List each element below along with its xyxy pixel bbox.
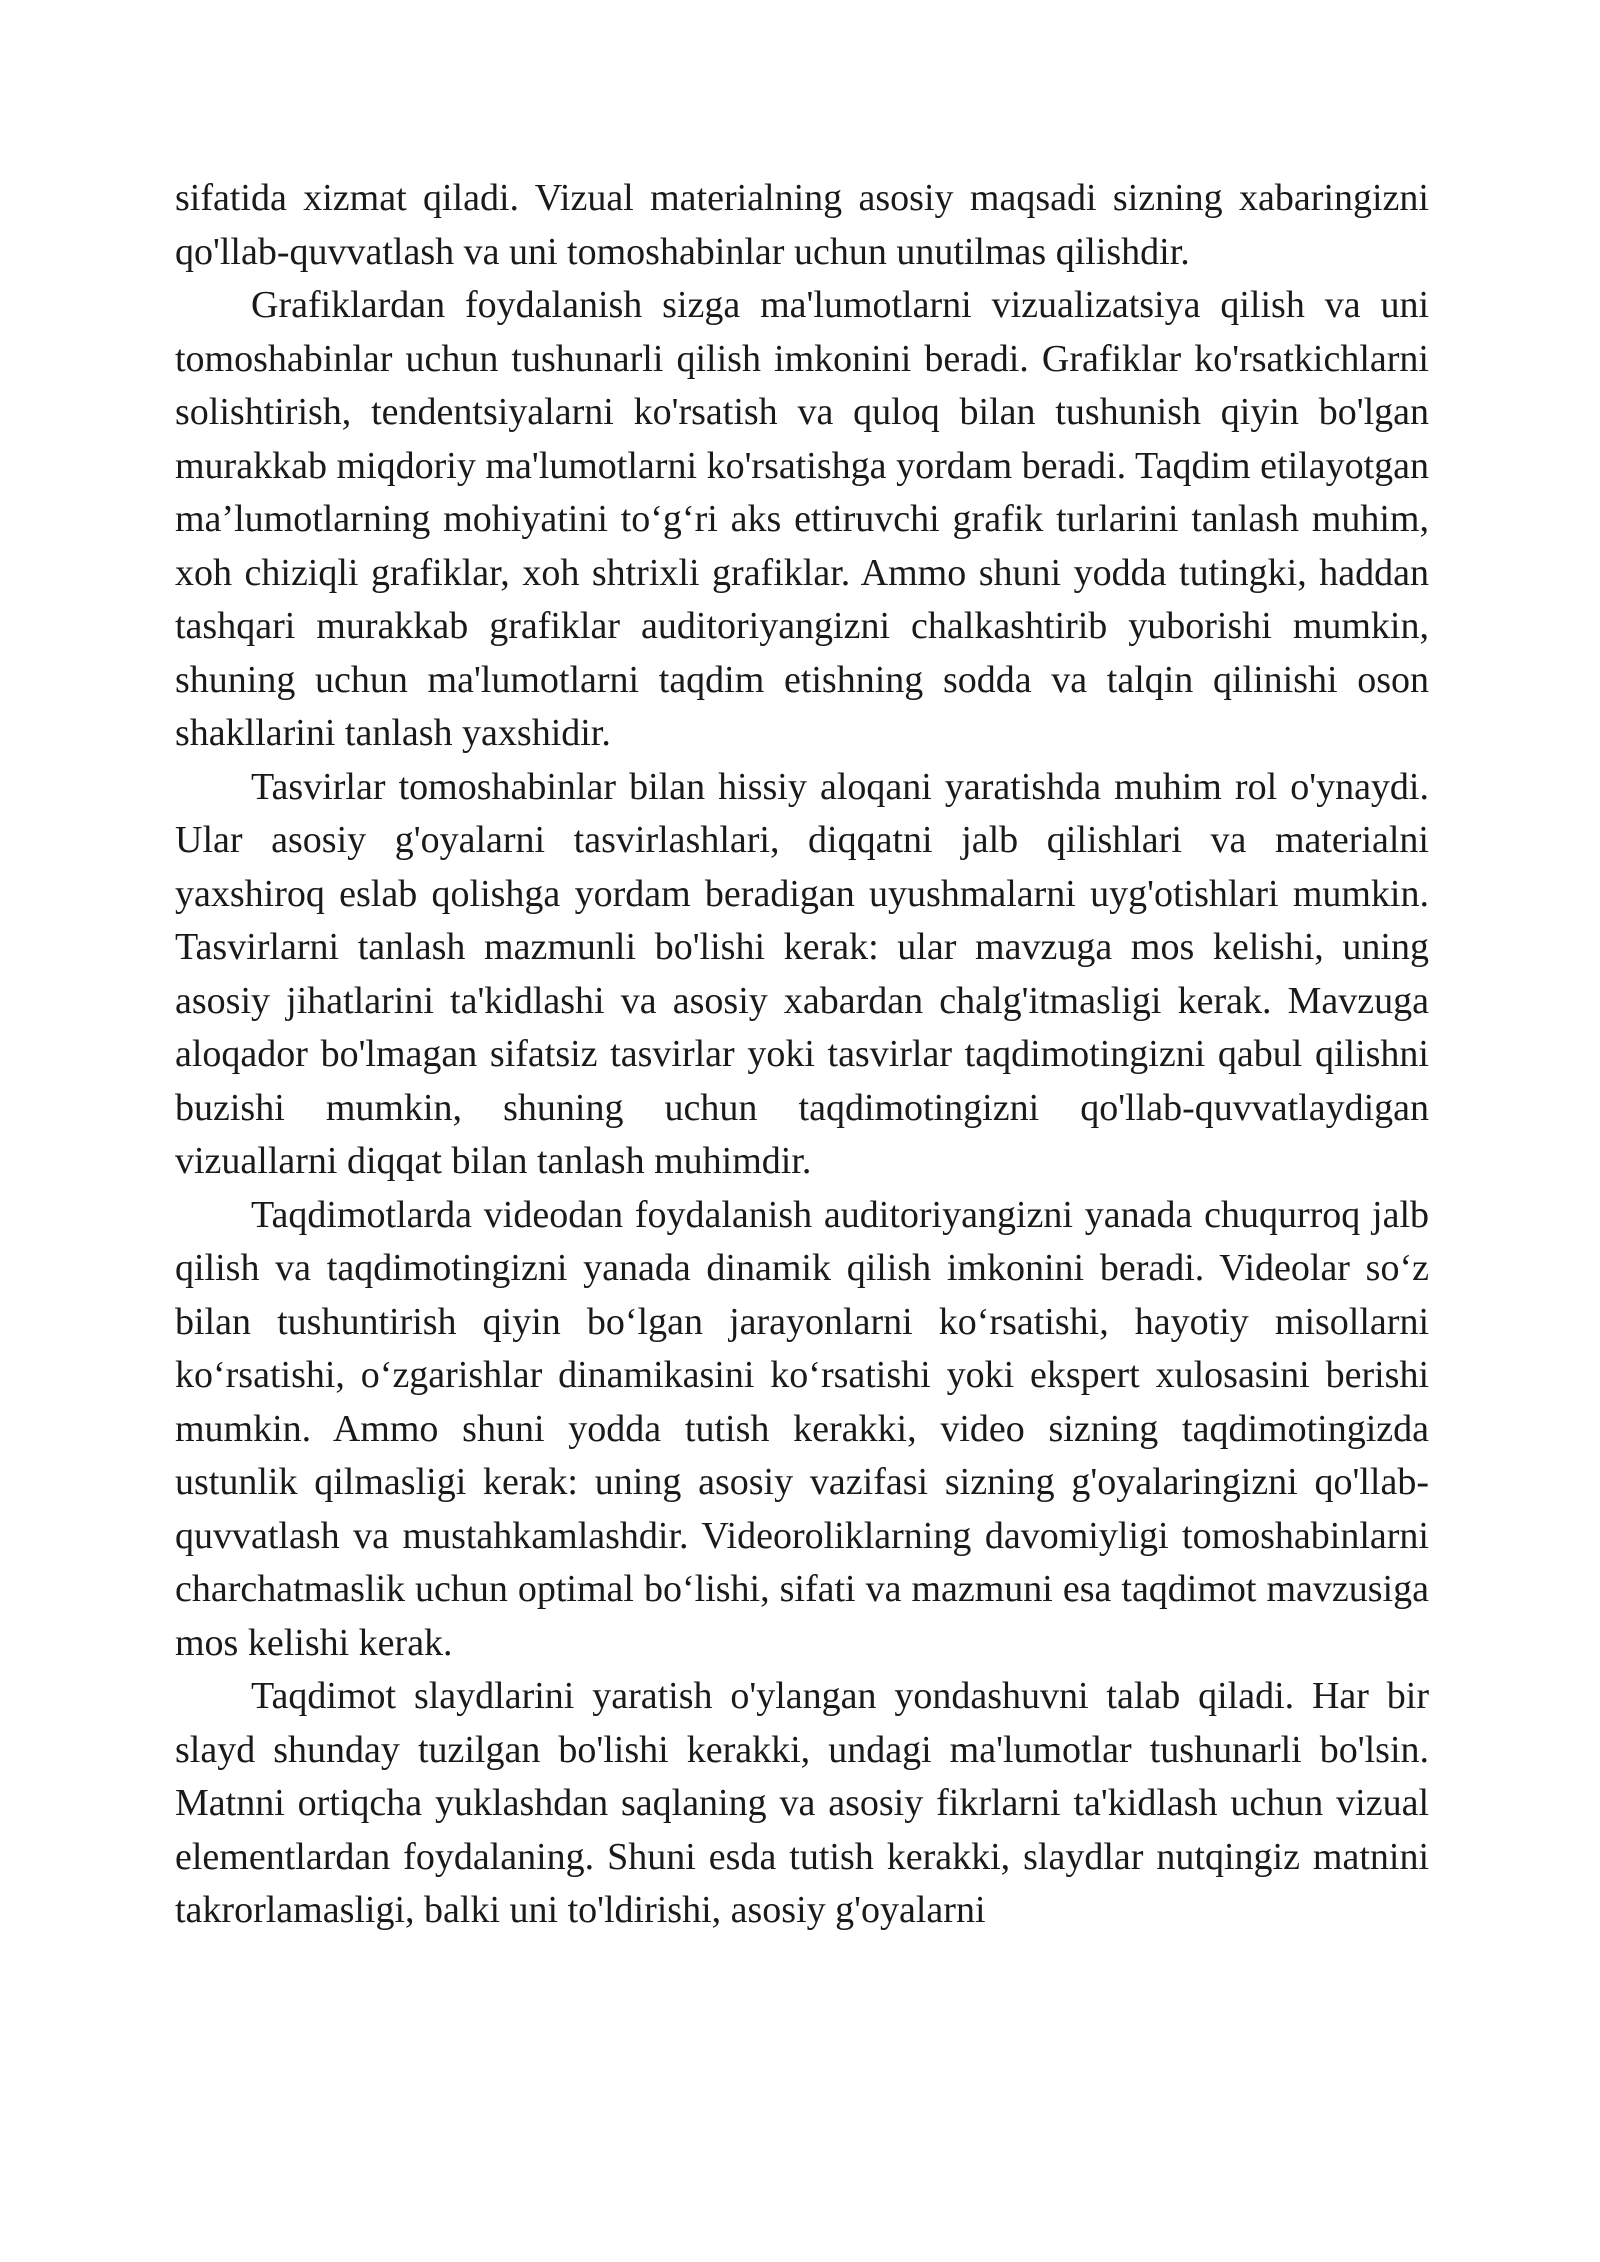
paragraph-slides: Taqdimot slaydlarini yaratish o'ylangan yondashuvni talab qiladi. Har bir slayd shunday tuzilgan bo'lishi kerakki, undagi ma'lumotlar tushunarli bo'lsin. Matnni ortiqcha yuklashdan saqlaning va asosiy fikrlarni ta'kidlash uchun vizual elementlardan foydalaning. Shuni esda tutish kerakki, slaydlar nutqingiz matnini takrorlamasligi, balki uni to'ldirishi, asosiy g'oyalarni [175,1675,1429,1931]
paragraph-images: Tasvirlar tomoshabinlar bilan hissiy aloqani yaratishda muhim rol o'ynaydi. Ular asosiy g'oyalarni tasvirlashlari, diqqatni jalb qilishlari va materialni yaxshiroq eslab qolishga yordam beradigan uyushmalarni uyg'otishlari mumkin. Tasvirlarni tanlash mazmunli bo'lishi kerak: ular mavzuga mos kelishi, uning asosiy jihatlarini ta'kidlashi va asosiy xabardan chalg'itmasligi kerak. Mavzuga aloqador bo'lmagan sifatsiz tasvirlar yoki tasvirlar taqdimotingizni qabul qilishni buzishi mumkin, shuning uchun taqdimotingizni qo'llab-quvvatlaydigan vizuallarni diqqat bilan tanlash muhimdir. [175,765,1429,1182]
paragraph-continuation: sifatida xizmat qiladi. Vizual materialning asosiy maqsadi sizning xabaringizni qo'llab-quvvatlash va uni tomoshabinlar uchun unutilmas qilishdir. [175,177,1429,273]
paragraph-graphs: Grafiklardan foydalanish sizga ma'lumotlarni vizualizatsiya qilish va uni tomoshabinlar uchun tushunarli qilish imkonini beradi. Grafiklar ko'rsatkichlarni solishtirish, tendentsiyalarni ko'rsatish va quloq bilan tushunish qiyin bo'lgan murakkab miqdoriy ma'lumotlarni ko'rsatishga yordam beradi. Taqdim etilayotgan ma’lumotlarning mohiyatini to‘g‘ri aks ettiruvchi grafik turlarini tanlash muhim, xoh chiziqli grafiklar, xoh shtrixli grafiklar. Ammo shuni yodda tutingki, haddan tashqari murakkab grafiklar auditoriyangizni chalkashtirib yuborishi mumkin, shuning uchun ma'lumotlarni taqdim etishning sodda va talqin qilinishi oson shakllarini tanlash yaxshidir. [175,284,1429,754]
paragraph-videos: Taqdimotlarda videodan foydalanish auditoriyangizni yanada chuqurroq jalb qilish va taqdimotingizni yanada dinamik qilish imkonini beradi. Videolar so‘z bilan tushuntirish qiyin bo‘lgan jarayonlarni ko‘rsatishi, hayotiy misollarni ko‘rsatishi, o‘zgarishlar dinamikasini ko‘rsatishi yoki ekspert xulosasini berishi mumkin. Ammo shuni yodda tutish kerakki, video sizning taqdimotingizda ustunlik qilmasligi kerak: uning asosiy vazifasi sizning g'oyalaringizni qo'llab-quvvatlash va mustahkamlashdir. Videoroliklarning davomiyligi tomoshabinlarni charchatmaslik uchun optimal bo‘lishi, sifati va mazmuni esa taqdimot mavzusiga mos kelishi kerak. [175,1193,1429,1664]
document-page [175,172,1429,1938]
